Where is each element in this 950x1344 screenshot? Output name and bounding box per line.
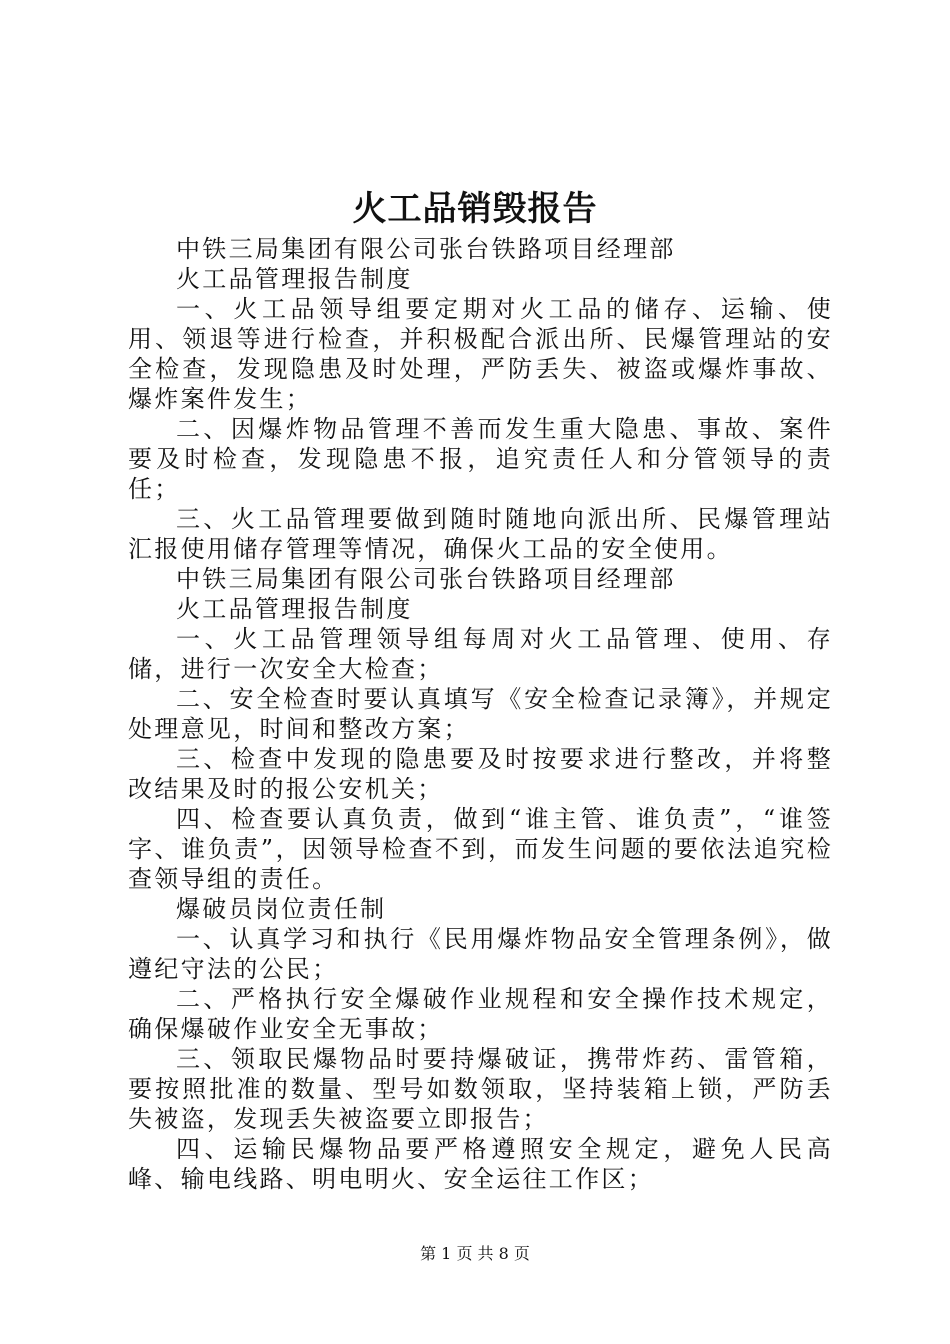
- paragraph: 一、火工品管理领导组每周对火工品管理、使用、存储，进行一次安全大检查；: [128, 625, 833, 683]
- paragraph: 三、火工品管理要做到随时随地向派出所、民爆管理站汇报使用储存管理等情况，确保火工品的安全使用。: [128, 505, 833, 563]
- paragraph: 二、安全检查时要认真填写《安全检查记录簿》，并规定处理意见，时间和整改方案；: [128, 685, 833, 743]
- paragraph: 四、运输民爆物品要严格遵照安全规定，避免人民高峰、输电线路、明电明火、安全运往工作区；: [128, 1135, 833, 1193]
- document-body: [128, 234, 833, 1194]
- page-footer: 第 1 页 共 8 页: [420, 1244, 530, 1263]
- paragraph: 火工品管理报告制度: [176, 265, 413, 293]
- paragraph: 一、火工品领导组要定期对火工品的储存、运输、使用、领退等进行检查，并积极配合派出所、民爆管理站的安全检查，发现隐患及时处理，严防丢失、被盗或爆炸事故、爆炸案件发生；: [128, 295, 833, 413]
- paragraph: 二、严格执行安全爆破作业规程和安全操作技术规定，确保爆破作业安全无事故；: [128, 985, 833, 1043]
- paragraph: 四、检查要认真负责，做到“谁主管、谁负责”，“谁签字、谁负责”，因领导检查不到，而发生问题的要依法追究检查领导组的责任。: [128, 805, 833, 893]
- paragraph: 一、认真学习和执行《民用爆炸物品安全管理条例》，做遵纪守法的公民；: [128, 925, 833, 983]
- document-title: 火工品销毁报告: [352, 189, 598, 229]
- paragraph: 爆破员岗位责任制: [176, 895, 387, 923]
- paragraph: 二、因爆炸物品管理不善而发生重大隐患、事故、案件要及时检查，发现隐患不报，追究责任人和分管领导的责任；: [128, 415, 833, 503]
- paragraph: 中铁三局集团有限公司张台铁路项目经理部: [176, 565, 676, 593]
- paragraph: 三、检查中发现的隐患要及时按要求进行整改，并将整改结果及时的报公安机关；: [128, 745, 833, 803]
- paragraph: 中铁三局集团有限公司张台铁路项目经理部: [176, 235, 676, 263]
- paragraph: 火工品管理报告制度: [176, 595, 413, 623]
- paragraph: 三、领取民爆物品时要持爆破证，携带炸药、雷管箱，要按照批准的数量、型号如数领取，坚持装箱上锁，严防丢失被盗，发现丢失被盗要立即报告；: [128, 1045, 833, 1133]
